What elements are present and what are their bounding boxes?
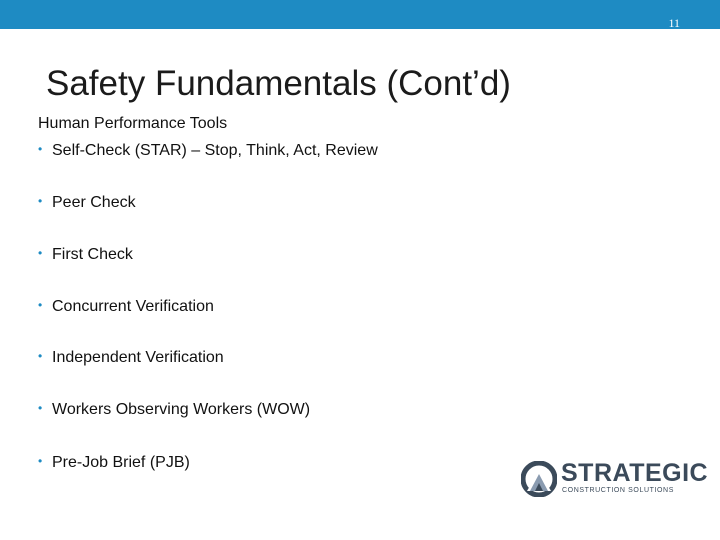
bullet-item [38,243,133,265]
company-logo [521,459,709,499]
logo-tagline: CONSTRUCTION SOLUTIONS [562,487,674,494]
logo-wordmark: STRATEGIC [561,459,709,487]
bullet-icon: • [38,401,43,415]
bullet-text: Peer Check [52,194,136,211]
bullet-icon: • [38,142,43,156]
bullet-text: Concurrent Verification [52,298,214,315]
bullet-text: First Check [52,246,133,263]
bullet-item [38,451,190,473]
bullet-text: Independent Verification [52,349,224,366]
bullet-icon: • [38,246,43,260]
bullet-text: Pre-Job Brief (PJB) [52,454,190,471]
bullet-text: Self-Check (STAR) – Stop, Think, Act, Review [52,142,378,159]
bullet-text: Workers Observing Workers (WOW) [52,401,311,418]
bullet-item [38,398,310,420]
section-subtitle: Human Performance Tools [38,115,228,132]
bullet-icon: • [38,454,43,468]
bullet-item [38,139,378,161]
bullet-item [38,191,136,213]
slide-title: Safety Fundamentals (Cont’d) [46,64,511,103]
bullet-item [38,346,224,368]
bullet-icon: • [38,298,43,312]
slide-number: 11 [668,16,680,30]
bullet-item [38,295,214,317]
strategic-logo-mark-icon [521,461,557,497]
bullet-icon: • [38,194,43,208]
bullet-icon: • [38,349,43,363]
